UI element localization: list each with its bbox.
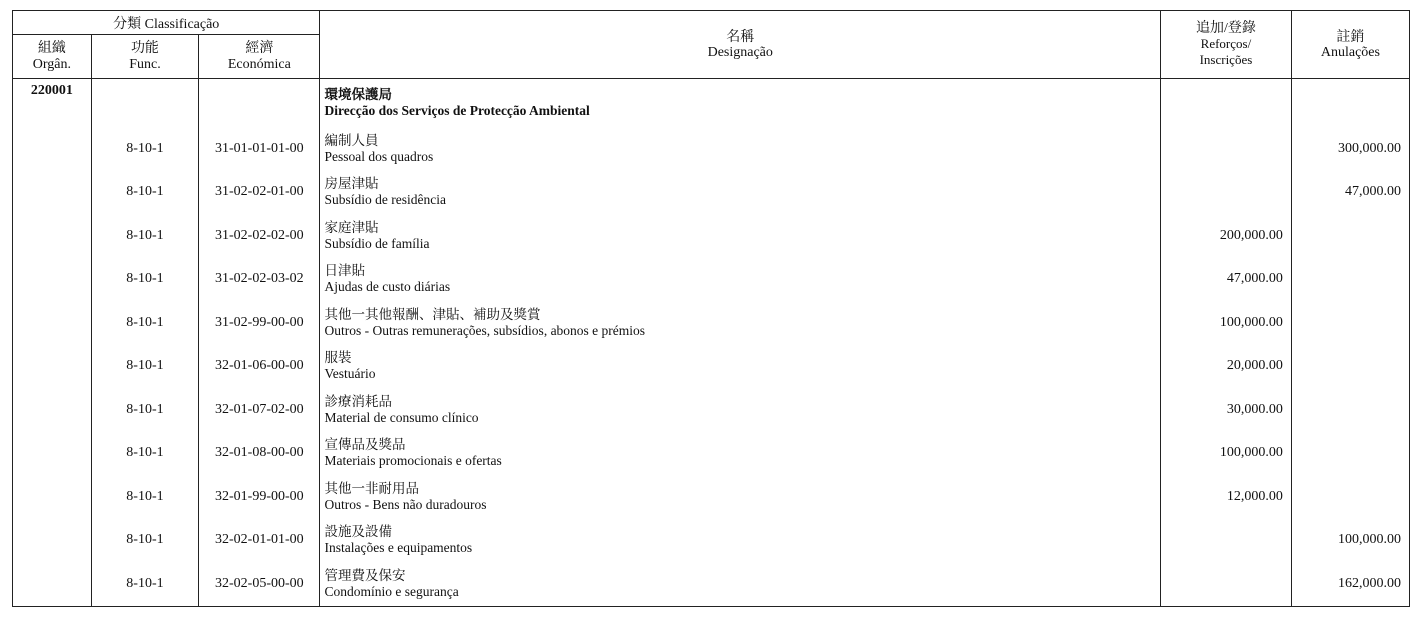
designation-cell <box>320 388 1161 432</box>
designation-cell <box>320 432 1161 476</box>
table-row <box>13 388 1410 432</box>
organ-cell <box>13 388 92 432</box>
entity-name-zh: 環境保護局 <box>324 87 392 103</box>
table-row <box>13 301 1410 345</box>
entity-row <box>13 79 1410 128</box>
organ-code: 220001 <box>13 79 92 128</box>
classification-header: 分類 Classificação <box>13 11 320 35</box>
annulment-amount: 47,000.00 <box>1345 184 1401 200</box>
entity-reinforcement-cell <box>1161 79 1292 128</box>
table-row <box>13 345 1410 389</box>
designation-pt: Condomínio e segurança <box>324 583 459 599</box>
func-code: 8-10-1 <box>91 432 198 476</box>
func-code: 8-10-1 <box>91 258 198 302</box>
designation-header <box>320 11 1161 79</box>
annulment-amount: 300,000.00 <box>1338 140 1401 156</box>
organ-header-pt: Orgân. <box>32 56 71 72</box>
table-header <box>13 11 1410 79</box>
func-code: 8-10-1 <box>91 214 198 258</box>
designation-cell <box>320 345 1161 389</box>
annulment-amount <box>1291 388 1409 432</box>
reinforcement-amount <box>1161 562 1292 606</box>
designation-header-zh: 名稱 <box>726 29 755 45</box>
designation-zh: 家庭津貼 <box>324 219 379 236</box>
annulments-header-zh: 註銷 <box>1336 29 1365 45</box>
eco-code: 31-02-99-00-00 <box>199 301 320 345</box>
eco-code: 32-01-08-00-00 <box>199 432 320 476</box>
designation-zh: 設施及設備 <box>324 524 392 541</box>
reinforcement-amount: 30,000.00 <box>1161 388 1292 432</box>
table-row <box>13 171 1410 215</box>
designation-zh: 其他一非耐用品 <box>324 480 419 497</box>
eco-code: 32-01-99-00-00 <box>199 475 320 519</box>
organ-cell <box>13 127 92 171</box>
entity-annulment-cell <box>1291 79 1409 128</box>
annulment-amount <box>1291 432 1409 476</box>
func-code: 8-10-1 <box>91 519 198 563</box>
reinforcement-amount: 200,000.00 <box>1161 214 1292 258</box>
designation-cell <box>320 562 1161 606</box>
designation-pt: Outros - Bens não duradouros <box>324 496 487 512</box>
func-header <box>91 35 198 79</box>
eco-code: 31-01-01-01-00 <box>199 127 320 171</box>
eco-code: 32-02-05-00-00 <box>199 562 320 606</box>
entity-name-pt: Direcção dos Serviços de Protecção Ambiental <box>324 103 590 118</box>
func-code: 8-10-1 <box>91 345 198 389</box>
designation-header-pt: Designação <box>707 44 773 60</box>
func-code: 8-10-1 <box>91 127 198 171</box>
table-row <box>13 258 1410 302</box>
table-row <box>13 475 1410 519</box>
table-row <box>13 127 1410 171</box>
reinforcements-header-pt2: Inscrições <box>1199 52 1253 67</box>
func-header-pt: Func. <box>129 56 161 72</box>
func-code: 8-10-1 <box>91 171 198 215</box>
budget-rows <box>13 127 1410 606</box>
reinforcement-amount: 12,000.00 <box>1161 475 1292 519</box>
organ-cell <box>13 345 92 389</box>
eco-header-zh: 經濟 <box>245 40 274 56</box>
reinforcement-amount: 100,000.00 <box>1161 301 1292 345</box>
reinforcements-header-pt1: Reforços/ <box>1200 36 1252 51</box>
entity-eco-cell <box>199 79 320 128</box>
eco-code: 31-02-02-02-00 <box>199 214 320 258</box>
reinforcement-amount <box>1161 171 1292 215</box>
designation-pt: Ajudas de custo diárias <box>324 279 451 295</box>
organ-cell <box>13 301 92 345</box>
entity-designation <box>320 79 1161 128</box>
func-code: 8-10-1 <box>91 475 198 519</box>
eco-code: 31-02-02-03-02 <box>199 258 320 302</box>
organ-header <box>13 35 92 79</box>
designation-zh: 日津貼 <box>324 263 365 280</box>
annulment-amount: 100,000.00 <box>1338 532 1401 548</box>
reinforcement-amount: 20,000.00 <box>1161 345 1292 389</box>
organ-cell <box>13 214 92 258</box>
eco-code: 32-01-06-00-00 <box>199 345 320 389</box>
annulment-amount <box>1291 475 1409 519</box>
func-code: 8-10-1 <box>91 388 198 432</box>
designation-cell <box>320 258 1161 302</box>
organ-cell <box>13 171 92 215</box>
designation-zh: 房屋津貼 <box>324 176 379 193</box>
designation-cell <box>320 214 1161 258</box>
designation-pt: Subsídio de residência <box>324 192 446 208</box>
designation-pt: Material de consumo clínico <box>324 409 479 425</box>
designation-cell <box>320 127 1161 171</box>
eco-header <box>199 35 320 79</box>
table-row <box>13 214 1410 258</box>
func-code: 8-10-1 <box>91 301 198 345</box>
annulment-amount <box>1291 345 1409 389</box>
designation-pt: Outros - Outras remunerações, subsídios, abonos e prémios <box>324 322 646 338</box>
table-row <box>13 562 1410 606</box>
reinforcement-amount: 47,000.00 <box>1161 258 1292 302</box>
reinforcements-header-zh: 追加/登錄 <box>1195 21 1256 36</box>
designation-zh: 服裝 <box>324 350 352 367</box>
designation-zh: 編制人員 <box>324 132 379 149</box>
func-header-zh: 功能 <box>130 40 159 56</box>
designation-zh: 宣傳品及獎品 <box>324 437 406 454</box>
reinforcement-amount: 100,000.00 <box>1161 432 1292 476</box>
annulment-amount <box>1291 258 1409 302</box>
designation-pt: Vestuário <box>324 366 376 382</box>
entity-func-cell <box>91 79 198 128</box>
organ-cell <box>13 475 92 519</box>
designation-cell <box>320 171 1161 215</box>
reinforcement-amount <box>1161 519 1292 563</box>
designation-cell <box>320 301 1161 345</box>
budget-table <box>12 10 1410 607</box>
reinforcement-amount <box>1161 127 1292 171</box>
annulment-amount: 162,000.00 <box>1338 575 1401 591</box>
eco-code: 32-01-07-02-00 <box>199 388 320 432</box>
designation-pt: Materiais promocionais e ofertas <box>324 453 502 469</box>
table-row <box>13 432 1410 476</box>
annulments-header-pt: Anulações <box>1320 44 1380 60</box>
designation-zh: 管理費及保安 <box>324 567 406 584</box>
table-row <box>13 519 1410 563</box>
designation-zh: 其他一其他報酬、津貼、補助及獎賞 <box>324 306 541 323</box>
designation-pt: Instalações e equipamentos <box>324 540 473 556</box>
eco-code: 31-02-02-01-00 <box>199 171 320 215</box>
designation-pt: Subsídio de família <box>324 235 430 251</box>
organ-cell <box>13 258 92 302</box>
designation-pt: Pessoal dos quadros <box>324 148 434 164</box>
designation-cell <box>320 475 1161 519</box>
annulments-header <box>1291 11 1409 79</box>
eco-header-pt: Económica <box>227 56 291 72</box>
organ-header-zh: 組織 <box>37 40 66 56</box>
designation-zh: 診療消耗品 <box>324 393 392 410</box>
organ-cell <box>13 562 92 606</box>
designation-cell <box>320 519 1161 563</box>
reinforcements-header <box>1161 11 1292 79</box>
organ-cell <box>13 432 92 476</box>
annulment-amount <box>1291 301 1409 345</box>
annulment-amount <box>1291 214 1409 258</box>
organ-cell <box>13 519 92 563</box>
eco-code: 32-02-01-01-00 <box>199 519 320 563</box>
func-code: 8-10-1 <box>91 562 198 606</box>
